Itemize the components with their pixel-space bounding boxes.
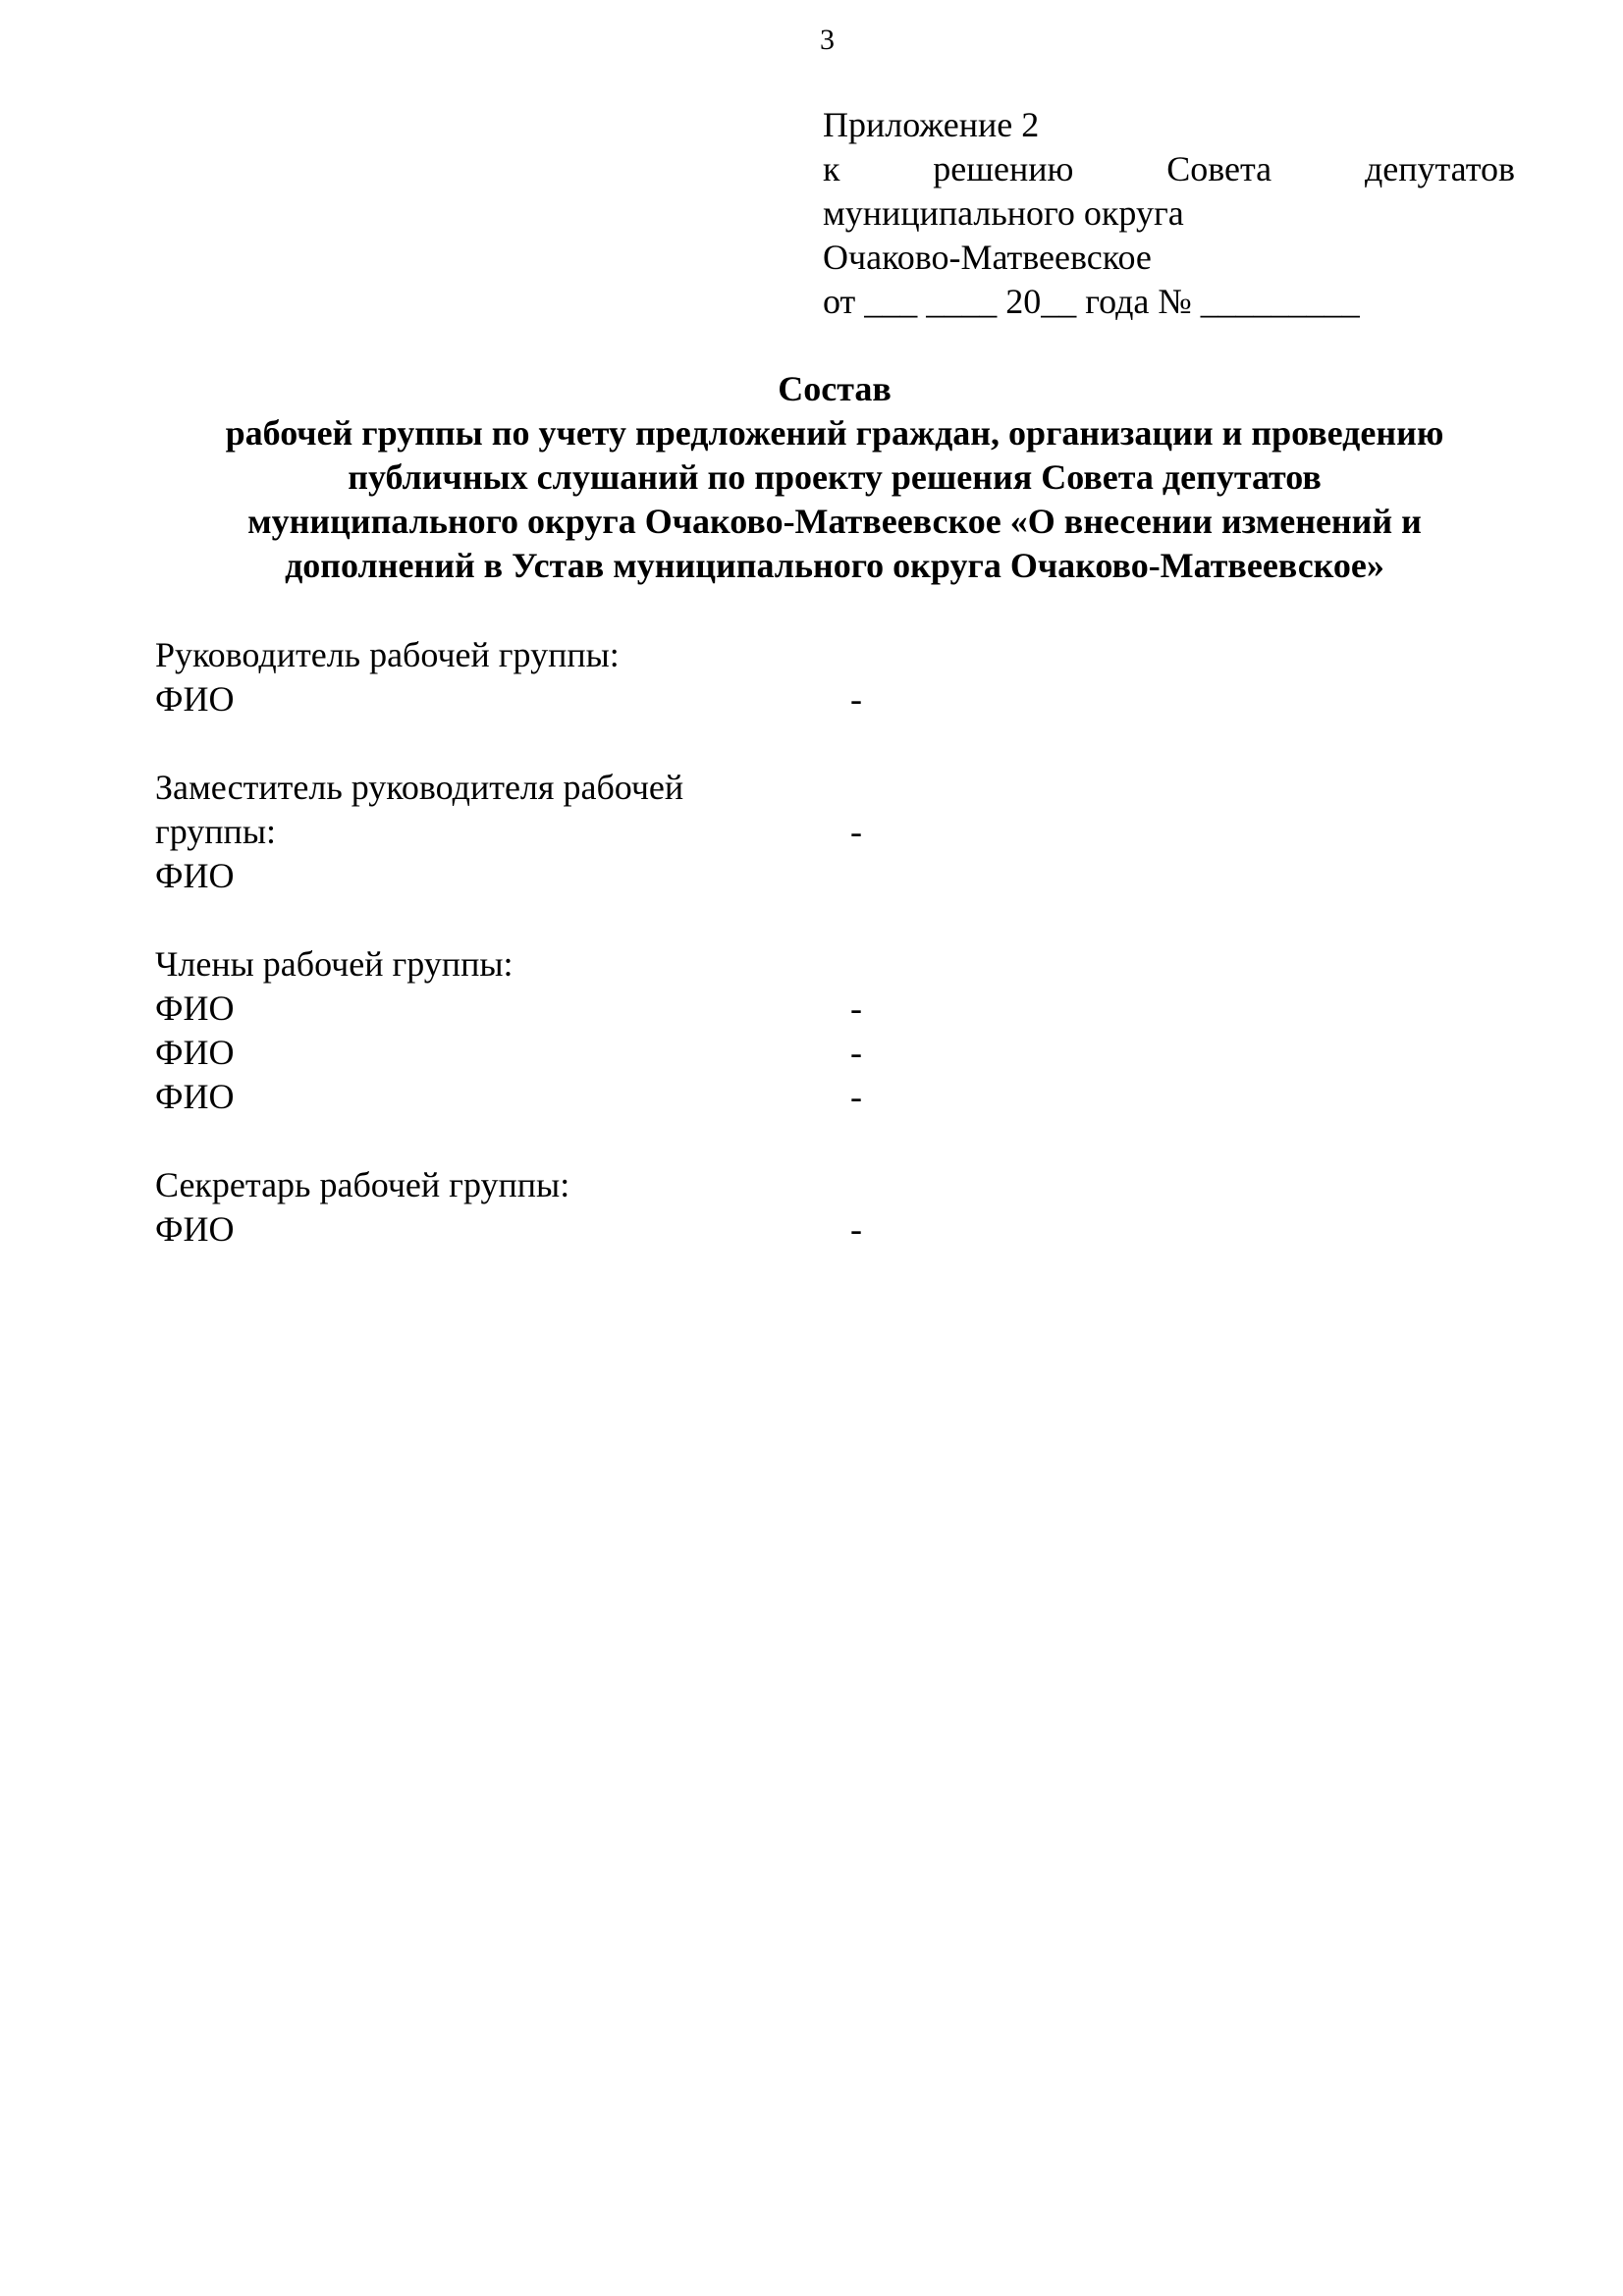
member-dash: - — [850, 988, 862, 1028]
head-label-text: Руководитель рабочей группы: — [155, 635, 620, 674]
secretary-label-text: Секретарь рабочей группы: — [155, 1165, 570, 1204]
secretary-name: ФИО — [155, 1209, 235, 1249]
deputy-dash: - — [850, 812, 862, 851]
members-label — [155, 942, 1432, 987]
annex-decision-line — [823, 147, 1515, 191]
head-label — [155, 633, 1432, 677]
annex-header — [823, 103, 1515, 324]
title-line: рабочей группы по учету предложений граждан, организации и проведению — [225, 413, 1444, 453]
deputy-name: ФИО — [155, 856, 235, 895]
head-row — [155, 677, 1432, 721]
annex-word: депутатов — [1364, 149, 1515, 188]
annex-word: решению — [933, 149, 1074, 188]
members-label-text: Члены рабочей группы: — [155, 944, 514, 984]
group-composition — [155, 633, 1432, 1252]
member-row — [155, 1075, 1432, 1119]
member-name: ФИО — [155, 1033, 235, 1072]
secretary-dash: - — [850, 1209, 862, 1249]
annex-title: Приложение 2 — [823, 105, 1040, 144]
title-line: муниципального округа Очаково-Матвеевское «О внесении изменений и — [247, 502, 1422, 541]
member-name: ФИО — [155, 1077, 235, 1116]
member-name: ФИО — [155, 988, 235, 1028]
title-line: публичных слушаний по проекту решения Совета депутатов — [348, 457, 1322, 497]
member-row — [155, 987, 1432, 1031]
annex-word: к — [823, 149, 840, 188]
annex-word: Совета — [1166, 149, 1272, 188]
head-dash: - — [850, 679, 862, 719]
member-dash: - — [850, 1077, 862, 1116]
deputy-label-line2 — [155, 810, 1432, 854]
deputy-label-text: Заместитель руководителя рабочей — [155, 768, 684, 807]
annex-district-name: Очаково-Матвеевское — [823, 238, 1152, 277]
annex-district-line: муниципального округа — [823, 193, 1184, 233]
member-row — [155, 1031, 1432, 1075]
title-heading: Состав — [778, 369, 892, 408]
secretary-row — [155, 1207, 1432, 1252]
document-title — [137, 367, 1532, 588]
annex-date-number-line: от ___ ____ 20__ года № _________ — [823, 282, 1360, 321]
page-number: 3 — [820, 24, 835, 56]
deputy-label-text-cont: группы: — [155, 812, 277, 851]
head-name: ФИО — [155, 679, 235, 719]
deputy-row — [155, 854, 1432, 898]
deputy-label-line1 — [155, 766, 1432, 810]
secretary-label — [155, 1163, 1432, 1207]
title-line: дополнений в Устав муниципального округа Очаково-Матвеевское» — [285, 546, 1384, 585]
member-dash: - — [850, 1033, 862, 1072]
